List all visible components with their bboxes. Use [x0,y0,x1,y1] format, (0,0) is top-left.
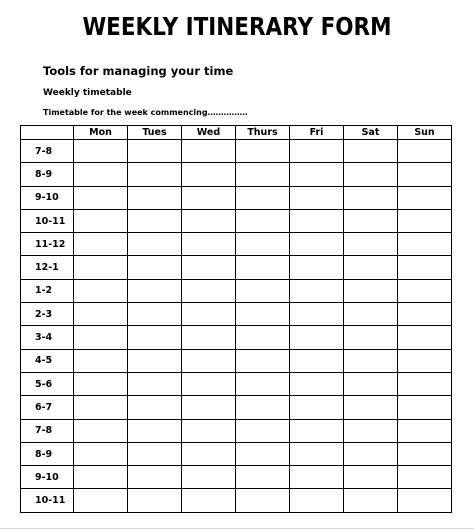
time-row [21,279,452,302]
timetable-cell[interactable] [398,419,452,442]
timetable-cell[interactable] [344,303,398,326]
timetable-cell[interactable] [290,396,344,419]
time-row [21,466,452,489]
time-row [21,396,452,419]
time-row [21,489,452,512]
timetable-cell[interactable] [290,303,344,326]
timetable-cell[interactable] [128,140,182,163]
timetable-cell[interactable] [74,233,128,256]
time-slot-label: 10-11 [21,489,74,512]
timetable-cell[interactable] [398,326,452,349]
day-header-wed: Wed [182,126,236,140]
time-row [21,303,452,326]
time-row [21,372,452,395]
timetable-cell[interactable] [236,140,290,163]
timetable-cell[interactable] [236,326,290,349]
timetable-cell[interactable] [344,349,398,372]
time-row [21,256,452,279]
timetable-cell[interactable] [398,303,452,326]
timetable-cell[interactable] [128,186,182,209]
weekly-timetable-label: Weekly timetable [43,88,132,98]
timetable-cell[interactable] [74,466,128,489]
timetable-cell[interactable] [236,209,290,232]
timetable-cell[interactable] [74,419,128,442]
timetable-cell[interactable] [290,349,344,372]
timetable-cell[interactable] [182,489,236,512]
timetable-cell[interactable] [290,279,344,302]
timetable-cell[interactable] [128,209,182,232]
timetable-cell[interactable] [236,233,290,256]
time-slot-label: 9-10 [21,466,74,489]
timetable-cell[interactable] [74,209,128,232]
time-slot-label: 9-10 [21,186,74,209]
timetable-cell[interactable] [344,466,398,489]
timetable-cell[interactable] [398,163,452,186]
timetable-cell[interactable] [128,419,182,442]
timetable-cell[interactable] [344,186,398,209]
form-title: WEEKLY ITINERARY FORM [82,12,392,41]
timetable-cell[interactable] [74,163,128,186]
time-row [21,326,452,349]
timetable-cell[interactable] [236,489,290,512]
timetable-cell[interactable] [128,303,182,326]
timetable-cell[interactable] [398,396,452,419]
time-slot-label: 8-9 [21,442,74,465]
time-row [21,419,452,442]
timetable-cell[interactable] [290,326,344,349]
timetable-cell[interactable] [74,140,128,163]
time-slot-label: 5-6 [21,372,74,395]
time-row [21,186,452,209]
timetable-cell[interactable] [344,233,398,256]
timetable-cell[interactable] [182,256,236,279]
timetable-cell[interactable] [398,140,452,163]
timetable-cell[interactable] [182,186,236,209]
timetable-cell[interactable] [182,233,236,256]
timetable-cell[interactable] [398,209,452,232]
day-header-sun: Sun [398,126,452,140]
time-slot-label: 10-11 [21,209,74,232]
timetable-cell[interactable] [74,489,128,512]
timetable-cell[interactable] [236,256,290,279]
timetable-cell[interactable] [290,372,344,395]
timetable-cell[interactable] [344,140,398,163]
timetable-cell[interactable] [182,279,236,302]
timetable-cell[interactable] [290,419,344,442]
timetable-cell[interactable] [398,489,452,512]
timetable-cell[interactable] [74,442,128,465]
time-slot-label: 3-4 [21,326,74,349]
day-header-thurs: Thurs [236,126,290,140]
timetable-cell[interactable] [128,163,182,186]
timetable-cell[interactable] [290,256,344,279]
time-row [21,349,452,372]
time-row [21,233,452,256]
timetable-cell[interactable] [344,489,398,512]
time-slot-label: 4-5 [21,349,74,372]
corner-cell [21,126,74,140]
timetable-cell[interactable] [236,303,290,326]
timetable-cell[interactable] [236,372,290,395]
bottom-divider [0,528,474,529]
timetable-cell[interactable] [74,349,128,372]
timetable-cell[interactable] [128,489,182,512]
timetable-cell[interactable] [128,442,182,465]
timetable-cell[interactable] [398,466,452,489]
timetable-cell[interactable] [182,372,236,395]
timetable-cell[interactable] [182,466,236,489]
timetable-cell[interactable] [344,442,398,465]
timetable-cell[interactable] [128,349,182,372]
timetable-cell[interactable] [344,256,398,279]
day-header-fri: Fri [290,126,344,140]
time-slot-label: 7-8 [21,419,74,442]
timetable-cell[interactable] [182,442,236,465]
timetable-cell[interactable] [290,163,344,186]
timetable-cell[interactable] [128,233,182,256]
timetable-cell[interactable] [74,372,128,395]
timetable-cell[interactable] [290,442,344,465]
timetable-cell[interactable] [398,256,452,279]
timetable-cell[interactable] [74,303,128,326]
timetable-cell[interactable] [290,489,344,512]
timetable-cell[interactable] [398,279,452,302]
timetable-cell[interactable] [128,396,182,419]
day-header-row [21,126,452,140]
timetable-cell[interactable] [128,326,182,349]
timetable-cell[interactable] [236,442,290,465]
timetable-cell[interactable] [128,466,182,489]
week-commencing-label: Timetable for the week commencing…………… [43,108,248,117]
timetable-cell[interactable] [128,372,182,395]
timetable-cell[interactable] [398,186,452,209]
timetable-cell[interactable] [344,163,398,186]
time-row [21,140,452,163]
timetable-cell[interactable] [290,140,344,163]
day-header-sat: Sat [344,126,398,140]
timetable-cell[interactable] [398,372,452,395]
time-slot-label: 8-9 [21,163,74,186]
timetable-cell[interactable] [398,349,452,372]
timetable-cell[interactable] [182,209,236,232]
timetable-cell[interactable] [182,140,236,163]
timetable-cell[interactable] [74,326,128,349]
time-slot-label: 1-2 [21,279,74,302]
timetable-cell[interactable] [236,349,290,372]
timetable-grid [20,125,452,513]
time-row [21,442,452,465]
timetable-cell[interactable] [344,372,398,395]
form-subtitle: Tools for managing your time [43,64,234,78]
timetable-cell[interactable] [236,419,290,442]
timetable-cell[interactable] [74,256,128,279]
timetable-cell[interactable] [236,163,290,186]
timetable-cell[interactable] [290,233,344,256]
timetable-cell[interactable] [236,466,290,489]
day-header-mon: Mon [74,126,128,140]
timetable-cell[interactable] [182,326,236,349]
timetable-cell[interactable] [344,279,398,302]
timetable-cell[interactable] [74,396,128,419]
timetable-cell[interactable] [182,163,236,186]
time-slot-label: 2-3 [21,303,74,326]
time-slot-label: 12-1 [21,256,74,279]
timetable-cell[interactable] [182,419,236,442]
timetable-cell[interactable] [344,396,398,419]
timetable-cell[interactable] [182,303,236,326]
timetable-cell[interactable] [74,186,128,209]
timetable-cell[interactable] [344,326,398,349]
timetable-cell[interactable] [398,442,452,465]
timetable-cell[interactable] [344,419,398,442]
time-row [21,209,452,232]
timetable-cell[interactable] [128,279,182,302]
timetable-cell[interactable] [398,233,452,256]
timetable-cell[interactable] [290,466,344,489]
day-header-tues: Tues [128,126,182,140]
timetable-cell[interactable] [290,209,344,232]
timetable-cell[interactable] [74,279,128,302]
timetable-cell[interactable] [290,186,344,209]
time-row [21,163,452,186]
timetable-cell[interactable] [182,396,236,419]
timetable-cell[interactable] [236,396,290,419]
time-slot-label: 7-8 [21,140,74,163]
timetable-cell[interactable] [236,186,290,209]
timetable-cell[interactable] [236,279,290,302]
timetable-cell[interactable] [344,209,398,232]
time-slot-label: 6-7 [21,396,74,419]
time-slot-label: 11-12 [21,233,74,256]
timetable-cell[interactable] [128,256,182,279]
timetable-cell[interactable] [182,349,236,372]
